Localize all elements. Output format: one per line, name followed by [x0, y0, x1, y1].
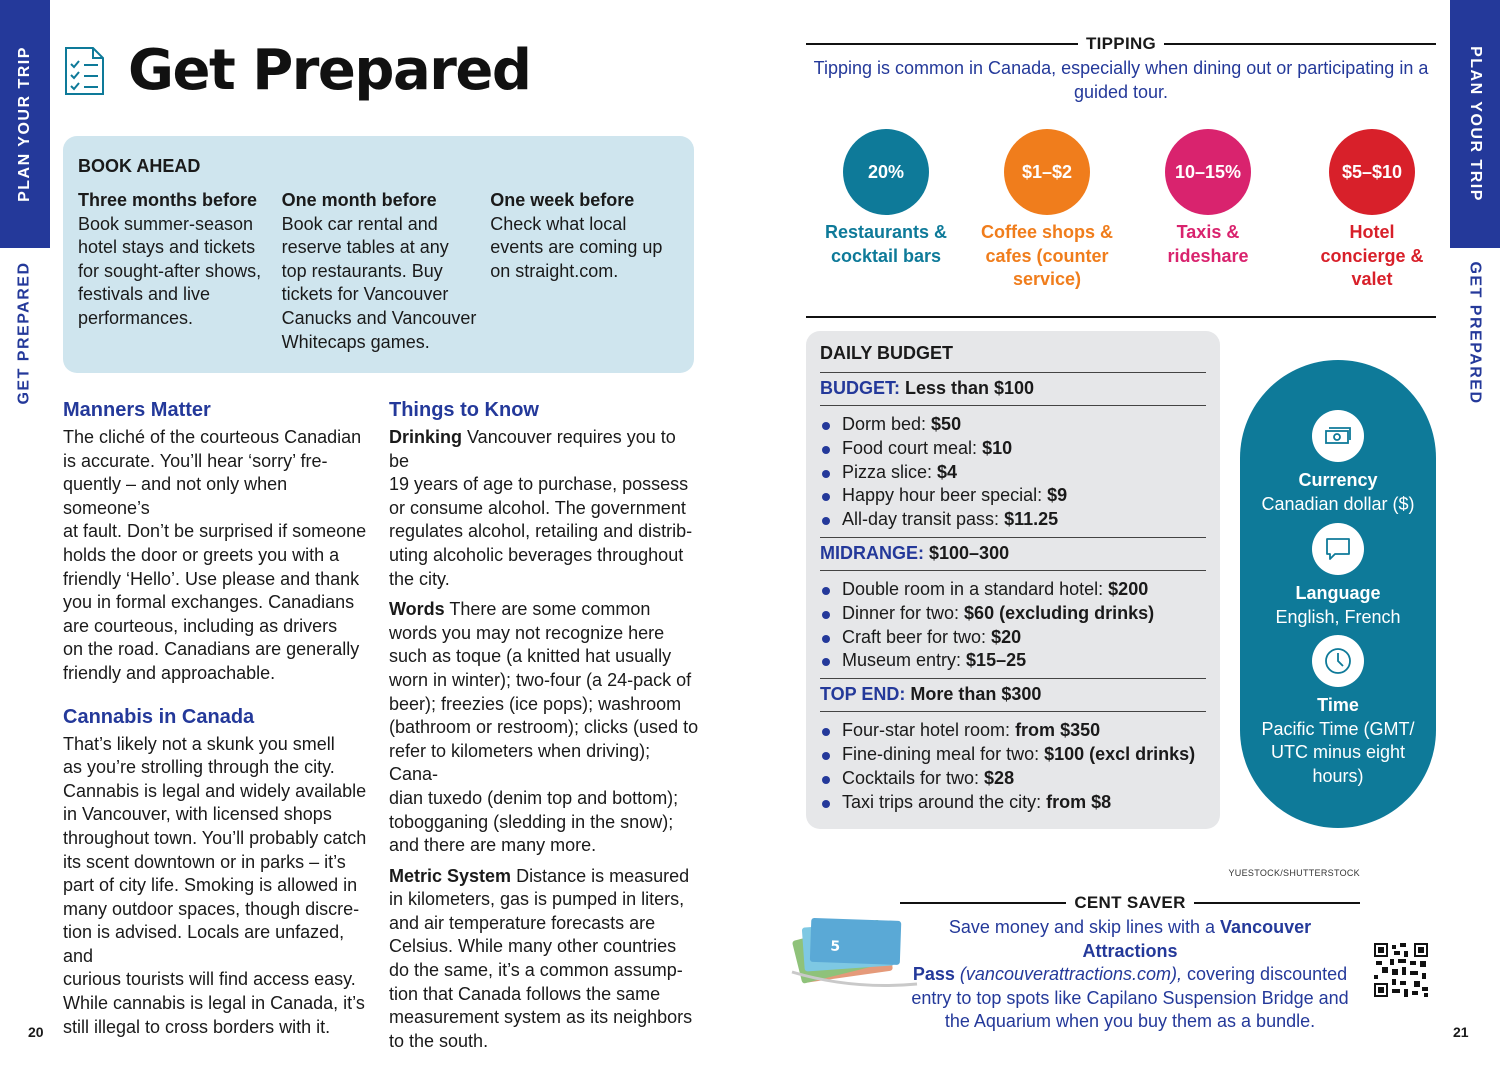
cent-saver-heading: CENT SAVER — [1074, 893, 1186, 912]
tipping-heading: TIPPING — [1085, 34, 1157, 53]
tip-item-taxis — [1128, 129, 1288, 268]
book-ahead-heading: BOOK AHEAD — [78, 156, 201, 176]
things-to-know-column — [389, 399, 699, 1060]
tip-caption: Coffee shops & cafes (counter service) — [980, 222, 1113, 290]
tipping-heading-rule — [806, 34, 1436, 54]
book-ahead-column: Three months before Book summer-season hotel stays and tickets for sought-after shows, festivals and live performances. — [78, 189, 282, 354]
words-paragraph: Words There are some common words you may not recognize here such as toque (a knitted hat usually worn in winter); two-four (a 24-pack of beer); freezies (ice pops); washroom (bathroom or restroom); clicks (used to refer to kilometers when driving); Cana- dian tuxedo (denim top and bottom); tobogganing (sledding in the snow); and there are many more. — [389, 599, 699, 856]
left-text-column — [63, 399, 375, 1039]
tip-item-restaurants — [806, 129, 966, 268]
cent-saver-text: Save money and skip lines with a Vancouver Attractions Pass (vancouverattractions.com), covering discounted entry to top spots like Capilano Suspension Bridge and the Aquarium when you buy them as a bundle. — [911, 917, 1349, 1032]
banknote-icon — [1312, 410, 1364, 462]
page-title: Get Prepared — [128, 38, 531, 103]
list-item: Double room in a standard hotel: $200 — [820, 578, 1206, 602]
cannabis-body: That’s likely not a skunk you smell as you’re strolling through the city. Cannabis is legal and widely available in Vancouver, with licensed shops throughout town. You’ll probably catch its scent downtown or in parks – it’s part of city life. Smoking is allowed in many outdoor spaces, though discre- tion is advised. Locals are unfazed, and curious tourists will find access easy. While cannabis is legal in Canada, it’s still illegal to cross borders with it. — [63, 733, 367, 1037]
tip-caption: Taxis & rideshare — [1167, 222, 1249, 266]
speech-bubble-icon — [1312, 523, 1364, 575]
midrange-tier: MIDRANGE: $100–300 Double room in a standard hotel: $200 Dinner for two: $60 (excluding drinks) Craft beer for two: $20 Museum entry: $15–25 — [820, 538, 1206, 679]
book-ahead-column: One week before Check what local events are coming up on straight.com. — [490, 189, 679, 354]
manners-body: The cliché of the courteous Canadian is accurate. You’ll hear ‘sorry’ fre- quently – and not only when someone’s at fault. Don’t be surprised if someone holds the door or greets you with a friendly ‘Hello’. Use please and thank you in formal exchanges. Canadians are courteous, including as drivers on the road. Canadians are generally friendly and approachable. — [63, 427, 367, 683]
tip-amount-circle: 20% — [843, 129, 929, 215]
list-item: Dinner for two: $60 (excluding drinks) — [820, 602, 1206, 626]
column-heading: One month before — [281, 190, 437, 210]
list-item: Fine-dining meal for two: $100 (excl drinks) — [820, 743, 1206, 767]
book-ahead-column: One month before Book car rental and reserve tables at any top restaurants. Buy tickets for Vancouver Canucks and Vancouver Whitecaps games. — [282, 189, 491, 354]
budget-tier: BUDGET: Less than $100 Dorm bed: $50 Food court meal: $10 Pizza slice: $4 Happy hour beer special: $9 All-day transit pass: $11.25 — [820, 373, 1206, 538]
tipping-divider — [806, 316, 1436, 318]
info-pill — [1240, 360, 1436, 828]
book-ahead-box — [63, 136, 694, 373]
list-item: All-day transit pass: $11.25 — [820, 508, 1206, 532]
tipping-items — [806, 129, 1436, 289]
time-info: Time Pacific Time (GMT/ UTC minus eight hours) — [1240, 635, 1436, 788]
tip-caption: Restaurants & cocktail bars — [824, 222, 948, 266]
tip-caption: Hotel concierge & valet — [1320, 222, 1424, 290]
plan-your-trip-tab-right: PLAN YOUR TRIP — [1467, 46, 1485, 202]
column-heading: One week before — [490, 190, 635, 210]
list-item: Dorm bed: $50 — [820, 413, 1206, 437]
photo-credit: YUESTOCK/SHUTTERSTOCK — [1228, 868, 1360, 878]
list-item: Pizza slice: $4 — [820, 461, 1206, 485]
clock-icon — [1312, 635, 1364, 687]
checklist-icon — [63, 46, 105, 96]
get-prepared-tab: GET PREPARED — [16, 261, 33, 405]
tip-item-hotel — [1292, 129, 1452, 292]
list-item: Museum entry: $15–25 — [820, 649, 1206, 673]
cannabis-heading: Cannabis in Canada — [63, 705, 255, 728]
svg-text:5: 5 — [830, 938, 841, 955]
list-item: Cocktails for two: $28 — [820, 767, 1206, 791]
currency-info: Currency Canadian dollar ($) — [1240, 410, 1436, 516]
plan-your-trip-tab: PLAN YOUR TRIP — [16, 46, 34, 202]
manners-heading: Manners Matter — [63, 399, 211, 421]
get-prepared-tab-right: GET PREPARED — [1467, 261, 1484, 405]
left-side-tabs — [0, 0, 50, 1082]
daily-budget-box — [806, 331, 1220, 829]
tip-amount-circle: $5–$10 — [1329, 129, 1415, 215]
metric-paragraph: Metric System Distance is measured in kilometers, gas is pumped in liters, and air temperature forecasts are Celsius. While many other countries do the same, it’s a common assump- tion that Canada follows the same measurement system as its neighbors to the south. — [389, 865, 693, 1051]
list-item: Food court meal: $10 — [820, 437, 1206, 461]
page-number-right: 21 — [1453, 1024, 1469, 1040]
language-info: Language English, French — [1240, 523, 1436, 629]
qr-code-icon — [1374, 943, 1428, 997]
tip-amount-circle: $1–$2 — [1004, 129, 1090, 215]
list-item: Craft beer for two: $20 — [820, 626, 1206, 650]
list-item: Taxi trips around the city: from $8 — [820, 791, 1206, 815]
drinking-paragraph: Drinking Vancouver requires you to be 19 years of age to purchase, possess or consume alcohol. The government regulates alcohol, retailing and distrib- uting alcoholic beverages throughout the city. — [389, 427, 693, 589]
top-end-tier: TOP END: More than $300 Four-star hotel room: from $350 Fine-dining meal for two: $100 (excl drinks) Cocktails for two: $28 Taxi trips around the city: from $8 — [820, 679, 1206, 819]
list-item: Four-star hotel room: from $350 — [820, 719, 1206, 743]
things-heading: Things to Know — [389, 399, 539, 421]
page-number-left: 20 — [28, 1024, 44, 1040]
column-heading: Three months before — [78, 190, 258, 210]
list-item: Happy hour beer special: $9 — [820, 484, 1206, 508]
tip-item-coffee — [967, 129, 1127, 292]
daily-budget-heading: DAILY BUDGET — [820, 343, 1206, 373]
tipping-intro: Tipping is common in Canada, especially when dining out or participating in a guided tour. — [813, 58, 1429, 102]
tip-amount-circle: 10–15% — [1165, 129, 1251, 215]
right-side-tabs — [1450, 0, 1500, 1082]
cent-saver-heading-rule — [900, 893, 1360, 913]
